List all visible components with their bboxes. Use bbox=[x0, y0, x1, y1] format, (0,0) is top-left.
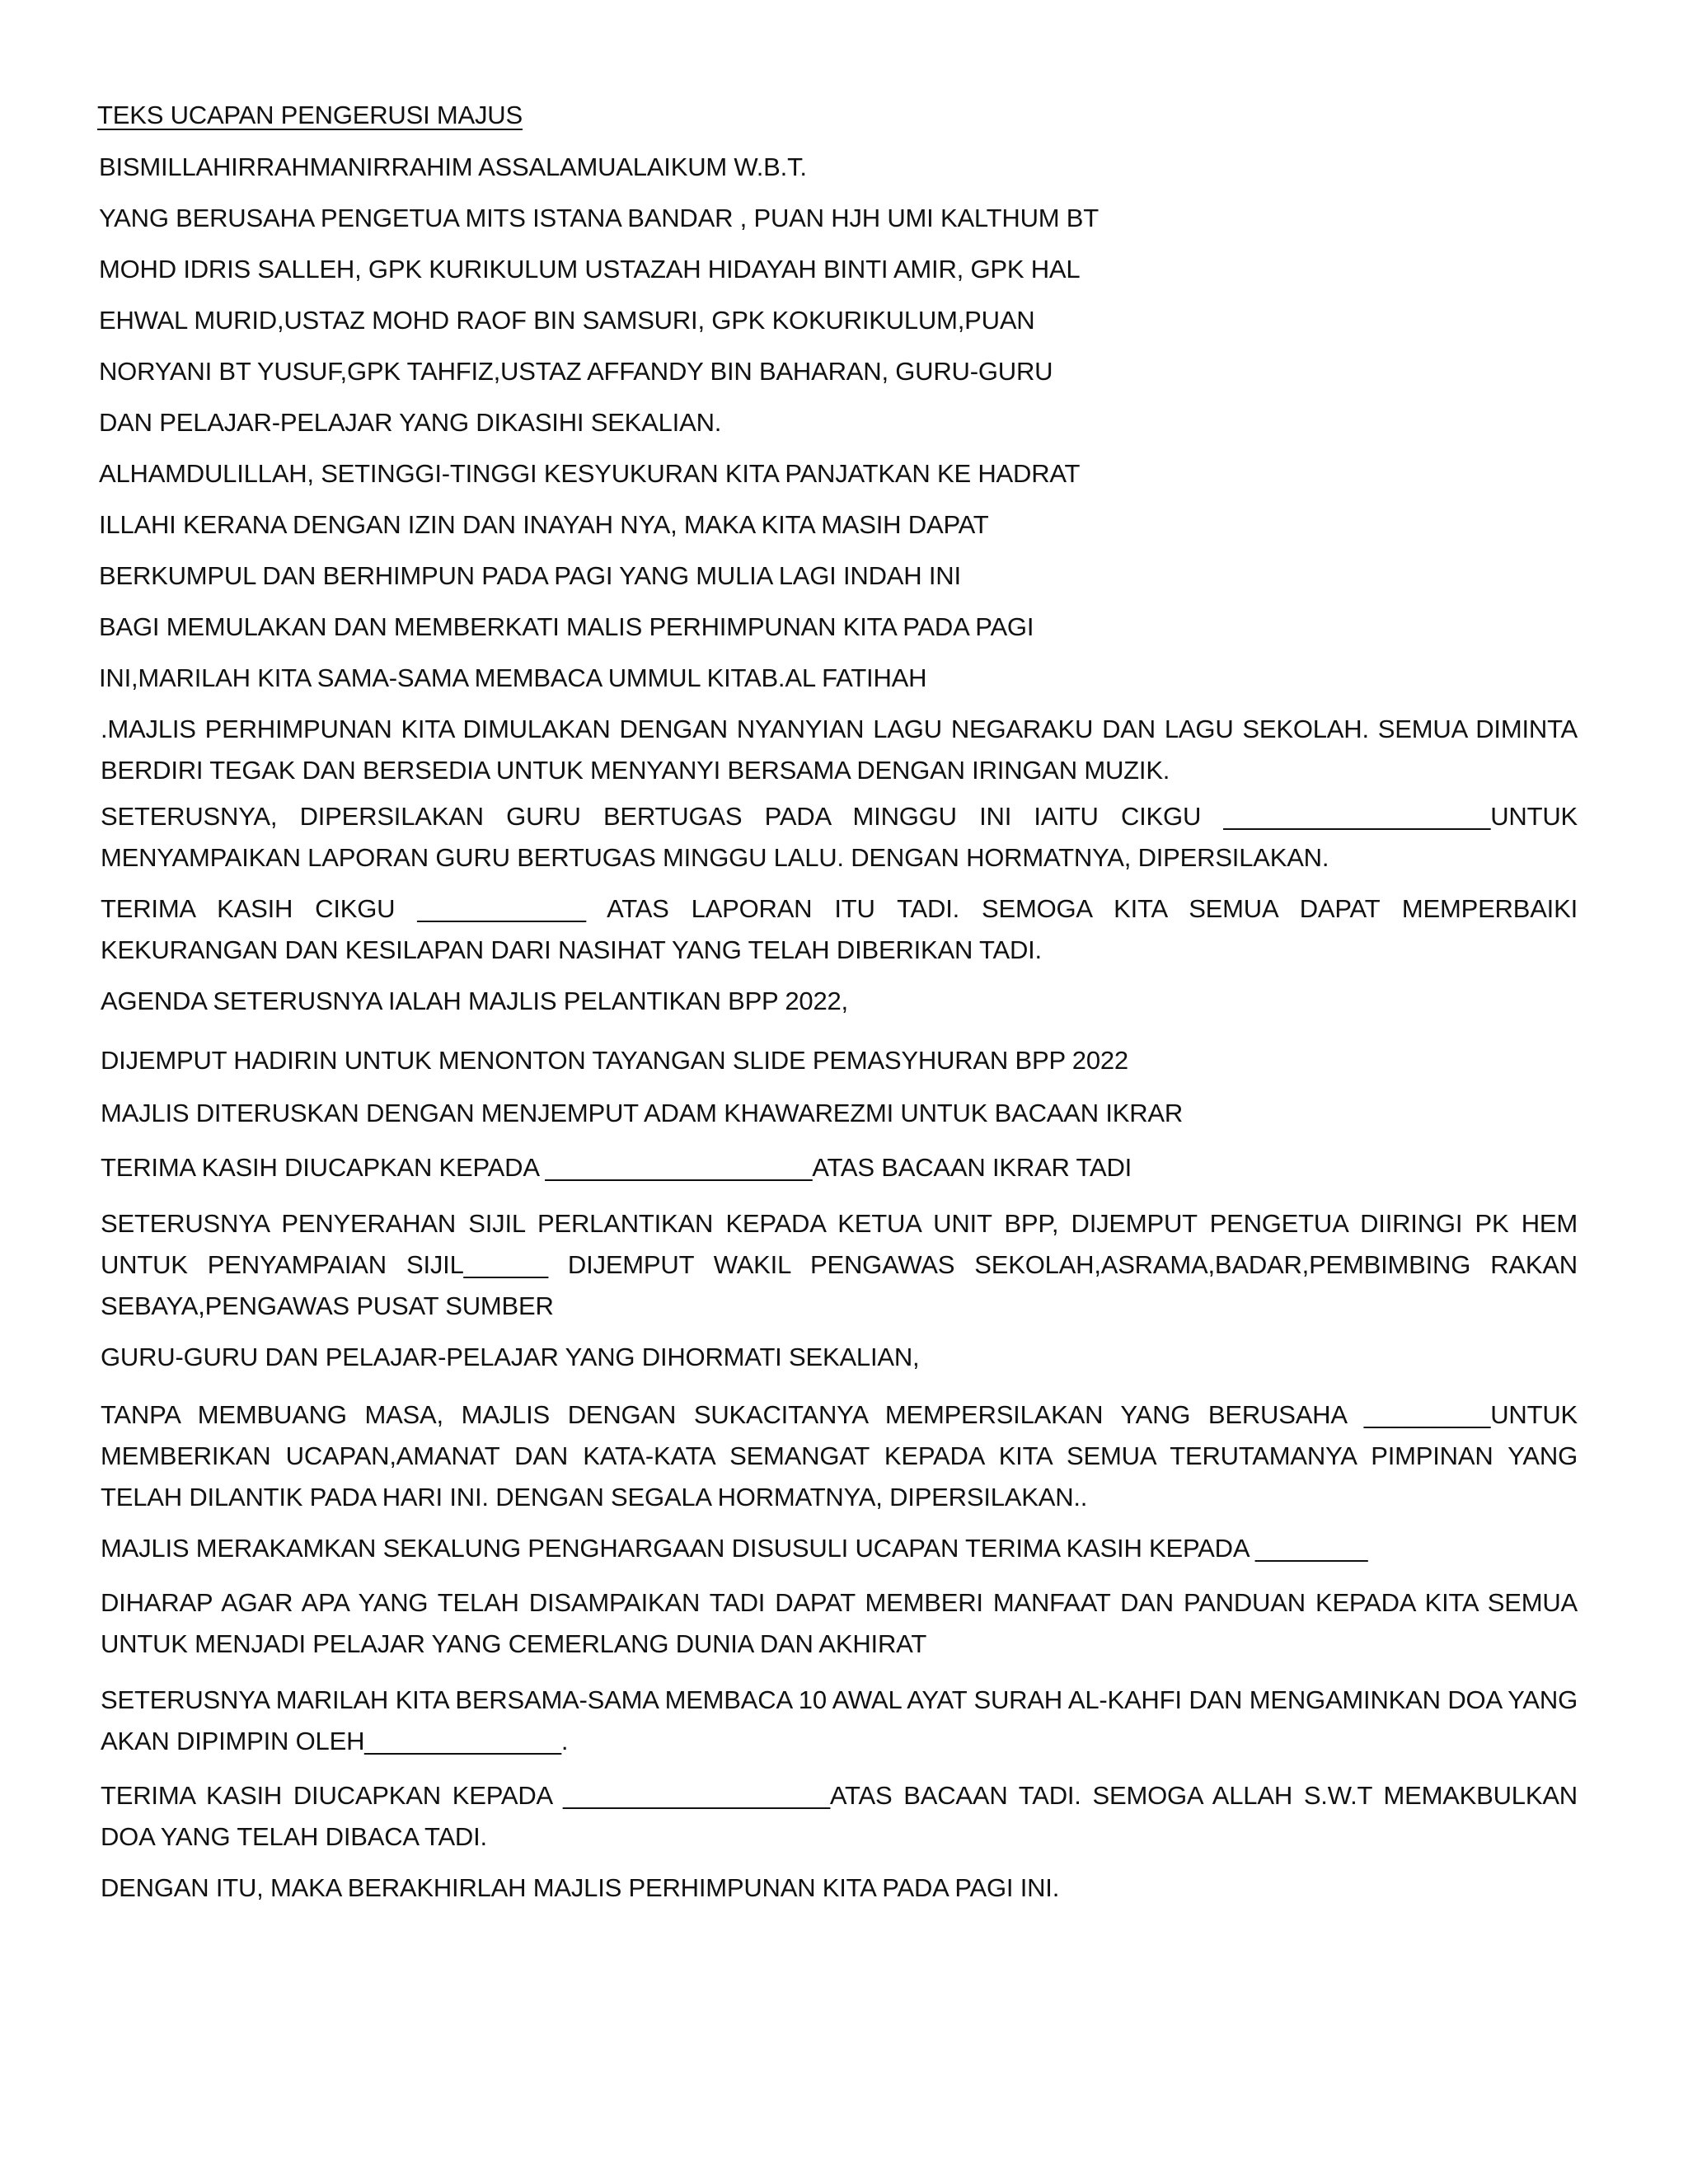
gratitude-line-2: ILLAHI KERANA DENGAN IZIN DAN INAYAH NYA, MAKA KITA MASIH DAPAT bbox=[99, 510, 989, 539]
paragraph-slide: DIJEMPUT HADIRIN UNTUK MENONTON TAYANGAN SLIDE PEMASYHURAN BPP 2022 bbox=[101, 1046, 1128, 1075]
paragraph-speech: TANPA MEMBUANG MASA, MAJLIS DENGAN SUKACITANYA MEMPERSILAKAN YANG BERUSAHA _________UNTUK MEMBERIKAN UCAPAN,AMANAT DAN KATA-KATA SEMANGAT KEPADA KITA SEMUA TERUTAMANYA PIMPINAN YANG TELAH DILANTIK PADA HARI INI. DENGAN SEGALA HORMATNYA, DIPERSILAKAN.. bbox=[101, 1400, 1578, 1511]
document-title: TEKS UCAPAN PENGERUSI MAJUS bbox=[97, 101, 523, 129]
salutation-line-1: YANG BERUSAHA PENGETUA MITS ISTANA BANDAR , PUAN HJH UMI KALTHUM BT bbox=[99, 204, 1100, 232]
paragraph-agenda: AGENDA SETERUSNYA IALAH MAJLIS PELANTIKAN BPP 2022, bbox=[101, 987, 848, 1015]
paragraph-anthem: .MAJLIS PERHIMPUNAN KITA DIMULAKAN DENGAN NYANYIAN LAGU NEGARAKU DAN LAGU SEKOLAH. SEMUA DIMINTA BERDIRI TEGAK DAN BERSEDIA UNTUK MENYANYI BERSAMA DENGAN IRINGAN MUZIK. bbox=[101, 715, 1578, 785]
greeting-line: BISMILLAHIRRAHMANIRRAHIM ASSALAMUALAIKUM W.B.T. bbox=[99, 152, 807, 181]
gratitude-line-1: ALHAMDULILLAH, SETINGGI-TINGGI KESYUKURAN KITA PANJATKAN KE HADRAT bbox=[99, 459, 1081, 488]
salutation-line-4: NORYANI BT YUSUF,GPK TAHFIZ,USTAZ AFFANDY BIN BAHARAN, GURU-GURU bbox=[99, 357, 1053, 386]
paragraph-hope: DIHARAP AGAR APA YANG TELAH DISAMPAIKAN TADI DAPAT MEMBERI MANFAAT DAN PANDUAN KEPADA KITA SEMUA UNTUK MENJADI PELAJAR YANG CEMERLANG DUNIA DAN AKHIRAT bbox=[101, 1588, 1578, 1658]
paragraph-appreciation: MAJLIS MERAKAMKAN SEKALUNG PENGHARGAAN DISUSULI UCAPAN TERIMA KASIH KEPADA ________ bbox=[101, 1534, 1368, 1563]
salutation-line-2: MOHD IDRIS SALLEH, GPK KURIKULUM USTAZAH HIDAYAH BINTI AMIR, GPK HAL bbox=[99, 255, 1081, 284]
gratitude-line-4: BAGI MEMULAKAN DAN MEMBERKATI MALIS PERHIMPUNAN KITA PADA PAGI bbox=[99, 612, 1034, 641]
salutation-line-3: EHWAL MURID,USTAZ MOHD RAOF BIN SAMSURI, GPK KOKURIKULUM,PUAN bbox=[99, 306, 1035, 335]
paragraph-closing: DENGAN ITU, MAKA BERAKHIRLAH MAJLIS PERHIMPUNAN KITA PADA PAGI INI. bbox=[101, 1873, 1060, 1902]
paragraph-thanks-recitation: TERIMA KASIH DIUCAPKAN KEPADA ___________________ATAS BACAAN TADI. SEMOGA ALLAH S.W.T MEMAKBULKAN DOA YANG TELAH DIBACA TADI. bbox=[101, 1781, 1578, 1851]
paragraph-recitation: SETERUSNYA MARILAH KITA BERSAMA-SAMA MEMBACA 10 AWAL AYAT SURAH AL-KAHFI DAN MENGAMINKAN DOA YANG AKAN DIPIMPIN OLEH______________. bbox=[101, 1685, 1578, 1755]
salutation-line-5: DAN PELAJAR-PELAJAR YANG DIKASIHI SEKALIAN. bbox=[99, 408, 722, 437]
paragraph-certificate: SETERUSNYA PENYERAHAN SIJIL PERLANTIKAN KEPADA KETUA UNIT BPP, DIJEMPUT PENGETUA DIIRINGI PK HEM UNTUK PENYAMPAIAN SIJIL______ DIJEMPUT WAKIL PENGAWAS SEKOLAH,ASRAMA,BADAR,PEMBIMBING RAKAN SEBAYA,PENGAWAS PUSAT SUMBER bbox=[101, 1209, 1578, 1320]
paragraph-duty-teacher: SETERUSNYA, DIPERSILAKAN GURU BERTUGAS PADA MINGGU INI IAITU CIKGU ___________________UNTUK MENYAMPAIKAN LAPORAN GURU BERTUGAS MINGGU LALU. DENGAN HORMATNYA, DIPERSILAKAN. bbox=[101, 802, 1578, 872]
paragraph-audience: GURU-GURU DAN PELAJAR-PELAJAR YANG DIHORMATI SEKALIAN, bbox=[101, 1343, 920, 1371]
paragraph-thanks-teacher: TERIMA KASIH CIKGU ____________ ATAS LAPORAN ITU TADI. SEMOGA KITA SEMUA DAPAT MEMPERBAIKI KEKURANGAN DAN KESILAPAN DARI NASIHAT YANG TELAH DIBERIKAN TADI. bbox=[101, 894, 1578, 964]
paragraph-pledge: MAJLIS DITERUSKAN DENGAN MENJEMPUT ADAM KHAWAREZMI UNTUK BACAAN IKRAR bbox=[101, 1099, 1184, 1127]
paragraph-thanks-pledge: TERIMA KASIH DIUCAPKAN KEPADA ___________________ATAS BACAAN IKRAR TADI bbox=[101, 1153, 1132, 1182]
gratitude-line-3: BERKUMPUL DAN BERHIMPUN PADA PAGI YANG MULIA LAGI INDAH INI bbox=[99, 561, 961, 590]
gratitude-line-5: INI,MARILAH KITA SAMA-SAMA MEMBACA UMMUL KITAB.AL FATIHAH bbox=[99, 663, 927, 692]
